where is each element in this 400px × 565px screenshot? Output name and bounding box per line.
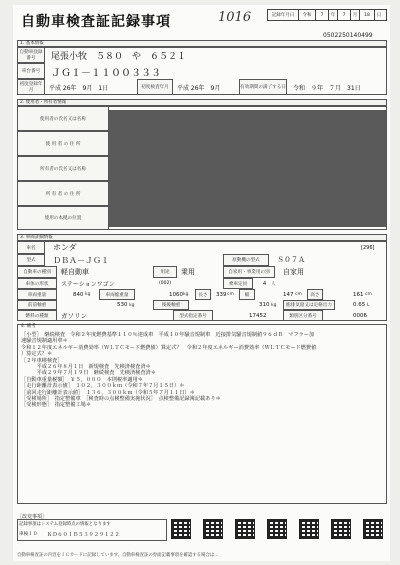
bottom-note: 自動車検査証の内容をＩＣカードに記録しています。自動車検査証の券面記載事項を確認する場合は...: [17, 553, 219, 558]
first-registration-label: 初度登録年月: [17, 79, 45, 95]
vehicle-weight-unit: kg: [85, 292, 91, 297]
document-number: 0502250140499: [323, 32, 373, 39]
purpose-label: 自家用・事業用の別: [223, 266, 275, 278]
displacement-unit: L: [367, 302, 370, 308]
section-remarks-header: 4. 備考: [21, 324, 36, 329]
maker-label: 車名: [17, 241, 45, 254]
height-label: 高さ: [307, 289, 323, 300]
section-vehicle-header: 3. 車両詳細情報: [17, 234, 387, 241]
base-location-label: 使用の本拠の位置: [17, 206, 109, 230]
maker-value: ホンダ: [53, 243, 77, 252]
record-date-day: 18: [360, 10, 375, 20]
gross-weight-value: 1060: [169, 291, 183, 298]
remark-line: ［走行距離計表示値］ １０２，３００ｋｍ（令和７年７月１５日）＊: [21, 383, 185, 390]
type-designation-value: 17452: [249, 312, 267, 319]
displacement-value: 0.65: [353, 302, 366, 308]
expiry-date-label: 有効期間の満了する日: [239, 79, 287, 95]
record-date-era: 令和: [299, 10, 316, 20]
reg-number-label: 自動車登録番号: [17, 47, 45, 63]
remark-line: ［受検場所］ 指定整備車 ［検査時の点検整備実施状況］ 点検整備記録簿記載あり＊: [21, 396, 221, 402]
remark-line: 令和１２年度エネルギー消費効率（ＷＬＴＣモード燃費値）算定式？ 令和２年度エネルギー消費効率（ＷＬＴＣモード燃費値: [21, 344, 317, 351]
change-items-label: ［改変事項］: [17, 514, 48, 520]
length-label: 長さ: [195, 289, 211, 300]
remark-line: 速騒音規制適用車＊: [21, 338, 68, 345]
remark-line: ［自動車重量税額］ ￥５，０００ 本則税率適用＊: [21, 376, 143, 383]
type-designation-label: 型式指定番号: [173, 310, 213, 321]
vehicle-kind-value: 軽自動車: [61, 268, 89, 276]
qr-code: [171, 519, 191, 539]
maker-code: [296]: [361, 244, 375, 251]
purpose-value: 自家用: [283, 268, 304, 276]
user-address-label: 使 用 者 の 住 所: [17, 131, 109, 156]
qr-code: [203, 519, 223, 539]
front-axle-label: 前前軸重: [17, 300, 57, 310]
height-unit: cm: [365, 292, 372, 297]
classification-value: 0006: [353, 312, 367, 319]
remark-line: ）算定式？＊: [21, 351, 53, 358]
body-shape-code: (002): [159, 281, 172, 286]
remark-line: ［２年車検検査］: [21, 357, 63, 364]
displacement-label: 総排気量又は定格出力: [283, 300, 335, 310]
owner-address-label: 所 有 者 の 住 所: [17, 181, 109, 206]
remark-line: ［前回走行距離計表示値］ １３６，３００ｋｍ（令和５年７月１１日）＊: [21, 389, 195, 396]
handwritten-note: 1016: [218, 10, 252, 25]
remark-line: ［小型］ 継続検査 令和２年度燃費基準１１０％達成車 平成１０年騒音規制車 近接排気騒音規制値９６ｄＢ マフラー加: [21, 332, 315, 338]
gross-weight-unit: kg: [183, 292, 189, 297]
rear-axle-unit: kg: [271, 302, 277, 308]
fuel-type-label: 燃料の種類: [17, 310, 57, 321]
body-shape-label: 車体の形状: [17, 278, 57, 289]
qr-code: [299, 519, 319, 539]
vehicle-kind-label: 自動車の種別: [17, 266, 57, 278]
owner-name-label: 所有者の氏名又は名称: [17, 156, 109, 181]
model-label: 型式: [17, 254, 45, 266]
record-date-year-unit: 年: [329, 10, 338, 20]
document-title: 自動車検査証記録事項: [21, 14, 171, 30]
expiry-date-value: 令和 ９年 ７月 31日: [293, 84, 361, 92]
chassis-number-value: ＪＧ１－１１００３３３: [51, 67, 161, 79]
qr-code: [331, 519, 351, 539]
length-unit: cm: [227, 292, 234, 297]
front-axle-unit: kg: [129, 302, 135, 308]
remark-line: 平成２６年８月１日 新規検査 先検済検査済＊: [21, 364, 151, 370]
qr-code: [267, 519, 287, 539]
capacity-label: 乗車定員: [223, 278, 253, 289]
chassis-number-label: 車台番号: [17, 63, 45, 79]
gross-weight-label: 車両総重量: [99, 289, 135, 300]
body-shape-value: ステーションワゴン: [61, 281, 115, 288]
engine-model-value: Ｓ０７Ａ: [277, 256, 305, 264]
classification-label: 類別区分番号: [283, 310, 323, 321]
section-basic-header: 1. 基本情報: [17, 40, 387, 47]
capacity-value: 4: [263, 280, 267, 287]
engine-model-label: 原動機の型式: [223, 254, 269, 266]
capacity-unit: 人: [271, 281, 276, 287]
model-value: ＤＢＡ－ＪＧ１: [53, 255, 109, 265]
qr-code: [363, 519, 383, 539]
fuel-type-value: ガソリン: [61, 312, 87, 320]
width-label: 幅: [239, 289, 255, 300]
vehicle-weight-label: 車両重量: [17, 289, 57, 300]
record-date-box: [267, 9, 387, 21]
vehicle-weight-value: 840: [73, 291, 84, 298]
record-date-month: 7: [338, 10, 351, 20]
reg-number-value: 尾張小牧 ５８０ や ６５２１: [51, 51, 187, 62]
remark-line: ［受検形態］ 指定整備工場＊: [21, 402, 92, 409]
rear-axle-label: 後後軸重: [153, 300, 189, 310]
length-value: 339: [216, 291, 227, 298]
first-registration-value: 平成 26年 9月 1日: [49, 84, 109, 92]
record-date-day-unit: 日: [376, 13, 382, 18]
certificate-sheet: [13, 5, 390, 561]
user-name-label: 使用者の氏名又は名称: [17, 106, 109, 131]
use-label: 用途: [153, 266, 177, 278]
remark-line: 平成２９年７月１９日 継続検査 先検済検査済＊: [21, 370, 156, 377]
front-axle-value: 530: [117, 302, 128, 308]
height-value: 161: [353, 291, 364, 298]
redacted-owner-info: [109, 110, 386, 227]
first-inspection-value: 平成 26年 9月: [177, 84, 221, 92]
vehicle-id-value: ＫＤ６０ＩＢ５３９２９１２２: [47, 532, 120, 538]
use-value: 乗用: [181, 268, 195, 276]
first-inspection-label: 初度検査年月: [137, 79, 173, 95]
section-owner-header: 2. 使用者・所有者情報: [17, 99, 387, 106]
rear-axle-value: 310: [259, 302, 270, 308]
width-value: 147: [283, 291, 294, 298]
footer-note: 記録事項はシステム登録時点の情報となります: [19, 522, 111, 527]
vehicle-id-label: 車検ＩＤ: [19, 532, 38, 537]
qr-code: [235, 519, 255, 539]
record-date-month-unit: 月: [351, 10, 360, 20]
width-unit: cm: [295, 292, 302, 297]
record-date-year: 7: [316, 10, 329, 20]
record-date-label: 記録年月日: [268, 10, 299, 20]
